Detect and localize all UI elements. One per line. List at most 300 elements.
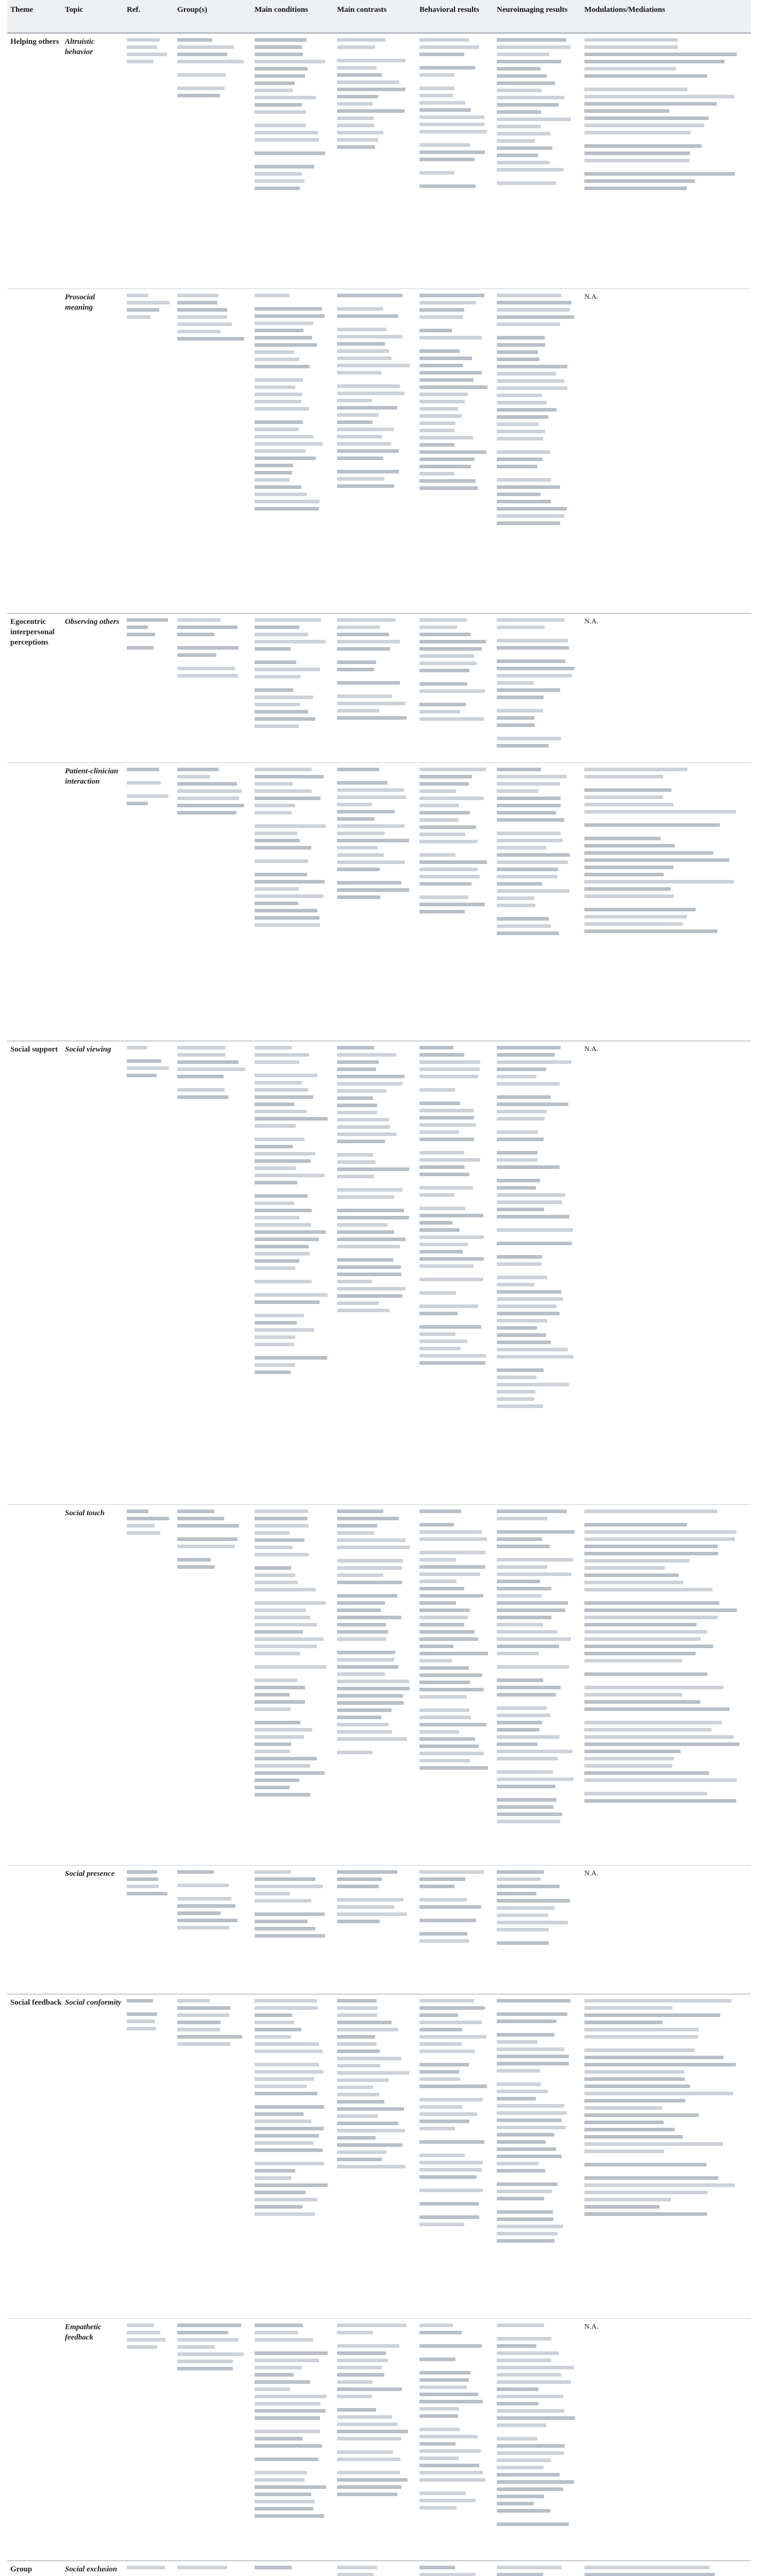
text-line: [255, 1293, 328, 1297]
text-line: [255, 1314, 304, 1317]
text-line: [497, 1333, 546, 1337]
text-line: [255, 1046, 292, 1049]
text-line: [255, 1117, 328, 1121]
text-line: [337, 1053, 396, 1057]
text-line: [497, 889, 569, 893]
text-line: [419, 1673, 482, 1677]
text-line: [497, 1906, 554, 1910]
text-line: [177, 667, 235, 670]
text-line: [337, 1301, 379, 1305]
text-line: [419, 2006, 485, 2010]
text-line: [419, 789, 456, 793]
text-line: [497, 1130, 538, 1134]
text-line: [127, 53, 167, 56]
text-line: [497, 1785, 555, 1788]
text-line: [337, 795, 406, 799]
text-line: [497, 2451, 564, 2455]
text-line: [497, 1665, 569, 1669]
text-line: [497, 2566, 562, 2569]
text-line: [127, 1870, 157, 1874]
text-line: [419, 782, 469, 786]
text-line: [497, 1714, 550, 1717]
text-line: [497, 1242, 572, 1245]
text-line: [255, 2021, 294, 2024]
text-line: [584, 2063, 736, 2066]
text-line: [255, 1920, 308, 1923]
text-line: [419, 1580, 457, 1583]
text-line: [419, 1744, 479, 1748]
text-line: [584, 60, 725, 63]
text-line: [584, 38, 678, 42]
text-line: [419, 2035, 486, 2039]
text-line: [177, 1060, 239, 1064]
text-line: [337, 1188, 402, 1192]
text-line: [497, 161, 550, 164]
text-line: [584, 775, 663, 778]
text-line: [255, 2485, 326, 2489]
text-line: [419, 1053, 464, 1057]
text-line: [255, 2380, 310, 2384]
text-line: [255, 2478, 305, 2482]
text-line: [337, 1140, 385, 1143]
text-line: [419, 2215, 479, 2219]
text-line: [127, 60, 154, 63]
text-line: [584, 1510, 717, 1513]
text-line: [337, 392, 405, 395]
text-line: [497, 154, 538, 157]
text-line: [497, 2012, 567, 2016]
text-line: [497, 2140, 546, 2144]
text-line: [255, 485, 301, 489]
text-line: [337, 1608, 381, 1612]
text-line: [497, 60, 561, 63]
text-line: [419, 1243, 468, 1246]
text-line: [419, 796, 484, 800]
text-line: [255, 1665, 326, 1669]
text-line: [337, 1616, 401, 1619]
text-line: [497, 301, 571, 304]
text-line: [584, 844, 675, 848]
text-line: [419, 457, 475, 461]
row-divider: [7, 613, 751, 614]
text-line: [177, 782, 237, 786]
text-line: [255, 350, 294, 354]
text-line: [419, 1138, 474, 1141]
text-line: [497, 1517, 547, 1520]
text-line: [497, 1812, 562, 1816]
text-line: [584, 172, 735, 176]
text-line: [497, 2182, 558, 2186]
text-line: [255, 2148, 323, 2152]
text-line: [255, 400, 301, 403]
text-line: [255, 1553, 309, 1556]
text-line: [419, 625, 457, 629]
text-line: [497, 81, 555, 85]
text-line: [497, 2133, 554, 2137]
text-line: [337, 1096, 373, 1100]
text-line: [497, 1319, 547, 1323]
text-line: [255, 1081, 302, 1084]
modulation-cell: N.A.: [584, 618, 599, 625]
text-line: [255, 1707, 291, 1711]
text-line: [255, 2063, 319, 2066]
text-line: [584, 2092, 733, 2095]
text-line: [584, 144, 702, 148]
text-line: [419, 2400, 483, 2403]
text-line: [497, 1276, 547, 1279]
text-line: [497, 775, 567, 778]
text-line: [255, 1223, 311, 1227]
text-line: [337, 2006, 378, 2010]
text-line: [419, 1361, 485, 1365]
text-line: [419, 414, 462, 418]
text-line: [584, 53, 737, 56]
text-line: [255, 1686, 305, 1689]
text-line: [419, 349, 460, 353]
text-line: [497, 2190, 552, 2193]
text-line: [337, 1265, 401, 1269]
text-line: [337, 803, 372, 806]
text-line: [419, 38, 469, 42]
text-line: [419, 393, 468, 396]
text-line: [584, 1630, 707, 1634]
text-line: [497, 1082, 560, 1086]
text-line: [177, 1510, 214, 1513]
text-line: [419, 443, 454, 447]
text-line: [584, 858, 729, 862]
text-line: [337, 2450, 393, 2454]
text-line: [255, 2430, 320, 2433]
text-line: [255, 124, 306, 127]
text-line: [497, 2466, 544, 2469]
text-line: [337, 2114, 378, 2118]
text-line: [584, 1608, 737, 1612]
text-line: [255, 138, 319, 142]
text-line: [419, 436, 473, 439]
text-line: [419, 2358, 456, 2361]
text-line: [255, 2191, 306, 2194]
text-line: [419, 669, 469, 672]
text-line: [419, 1046, 453, 1049]
text-line: [255, 647, 291, 651]
text-line: [584, 1693, 682, 1697]
text-line: [419, 1877, 465, 1881]
text-line: [337, 1510, 383, 1513]
text-line: [255, 811, 292, 815]
text-line: [419, 1257, 484, 1261]
text-line: [419, 1347, 461, 1350]
text-line: [177, 1926, 229, 1929]
text-line: [337, 702, 406, 705]
text-line: [419, 2112, 477, 2116]
text-line: [337, 2422, 398, 2426]
text-line: [255, 768, 312, 771]
text-line: [497, 2444, 565, 2448]
text-line: [497, 1820, 560, 1823]
text-line: [255, 1581, 298, 1584]
text-line: [255, 1899, 311, 1903]
text-line: [497, 408, 557, 412]
text-line: [419, 882, 471, 886]
text-line: [497, 1326, 537, 1330]
text-line: [337, 2351, 386, 2355]
text-line: [337, 1060, 379, 1064]
text-line: [337, 1737, 407, 1741]
text-line: [497, 789, 538, 793]
text-line: [419, 2393, 478, 2396]
text-line: [255, 2493, 311, 2496]
text-line: [255, 710, 308, 714]
text-line: [497, 917, 549, 921]
text-line: [337, 80, 399, 84]
text-line: [337, 2344, 399, 2348]
text-line: [255, 1335, 295, 1339]
text-line: [255, 500, 319, 503]
text-line: [337, 2122, 398, 2125]
text-line: [419, 1221, 452, 1225]
text-line: [584, 2056, 723, 2059]
text-line: [255, 1885, 323, 1888]
text-line: [337, 660, 376, 664]
text-line: [337, 2437, 401, 2441]
text-line: [255, 464, 293, 467]
text-line: [255, 1194, 308, 1198]
text-line: [255, 923, 320, 927]
text-line: [337, 1195, 394, 1199]
text-line: [419, 1101, 460, 1105]
text-line: [337, 2136, 376, 2140]
text-line: [584, 1999, 732, 2003]
text-line: [419, 860, 487, 864]
text-line: [255, 2092, 317, 2095]
text-line: [127, 301, 170, 304]
text-line: [255, 1524, 309, 1528]
text-line: [255, 796, 321, 800]
text-line: [497, 1565, 547, 1569]
text-line: [419, 1939, 469, 1943]
text-line: [255, 428, 299, 431]
text-line: [419, 2566, 455, 2569]
text-line: [337, 1245, 400, 1248]
text-line: [177, 323, 232, 326]
text-line: [584, 2121, 664, 2124]
text-line: [255, 187, 300, 190]
text-line: [584, 2028, 699, 2031]
text-line: [497, 358, 540, 361]
text-line: [337, 1216, 409, 1219]
text-line: [497, 2055, 569, 2058]
text-line: [337, 2078, 389, 2082]
text-line: [255, 2444, 322, 2448]
col-header-groups: Group(s): [177, 6, 208, 14]
text-line: [497, 1208, 544, 1211]
text-line: [497, 1355, 574, 1359]
text-line: [337, 1167, 409, 1171]
text-line: [255, 839, 300, 842]
theme-cell: Social support: [10, 1045, 58, 1054]
text-line: [419, 1587, 464, 1590]
text-line: [584, 2183, 735, 2187]
text-line: [419, 1551, 485, 1554]
text-line: [419, 2049, 475, 2053]
text-line: [419, 1645, 453, 1648]
text-line: [337, 1870, 397, 1874]
text-line: [255, 2042, 319, 2046]
text-line: [419, 1304, 478, 1308]
text-line: [497, 38, 566, 42]
theme-cell: Helping others: [10, 38, 59, 46]
text-line: [127, 768, 159, 771]
text-line: [337, 668, 374, 671]
text-line: [584, 2176, 718, 2180]
text-line: [419, 1193, 454, 1197]
text-line: [584, 1588, 713, 1591]
text-line: [177, 1870, 214, 1874]
text-line: [497, 1117, 545, 1121]
text-line: [419, 101, 465, 105]
theme-cell: Group: [10, 2565, 32, 2573]
text-line: [419, 2168, 482, 2172]
text-line: [419, 2077, 460, 2081]
text-line: [497, 1060, 571, 1064]
text-line: [419, 1088, 455, 1092]
text-line: [337, 1559, 403, 1563]
text-line: [497, 804, 561, 807]
text-line: [255, 1700, 305, 1704]
col-header-behavior: Behavioral results: [419, 6, 479, 14]
text-line: [497, 394, 542, 397]
text-line: [497, 507, 567, 511]
text-line: [177, 1565, 215, 1569]
text-line: [255, 336, 312, 340]
text-line: [497, 1179, 540, 1182]
text-line: [177, 294, 218, 297]
text-line: [497, 294, 561, 297]
text-line: [497, 2522, 569, 2526]
text-line: [127, 802, 148, 805]
text-line: [419, 1659, 452, 1663]
text-line: [419, 1250, 463, 1253]
text-line: [497, 1999, 570, 2003]
text-line: [337, 2380, 373, 2384]
text-line: [337, 1651, 395, 1654]
text-line: [177, 1067, 245, 1071]
text-line: [419, 385, 487, 389]
text-line: [255, 329, 304, 332]
text-line: [497, 2324, 544, 2327]
text-line: [419, 2175, 477, 2179]
text-line: [177, 653, 216, 657]
text-line: [337, 2100, 384, 2104]
text-line: [127, 1892, 167, 1895]
text-line: [419, 336, 482, 340]
text-line: [337, 428, 394, 431]
text-line: [419, 1737, 475, 1741]
text-line: [127, 781, 161, 785]
text-line: [419, 1759, 470, 1762]
text-line: [127, 1517, 169, 1520]
text-line: [177, 337, 244, 341]
text-line: [497, 2351, 559, 2355]
text-line: [255, 2359, 319, 2362]
text-line: [497, 1892, 536, 1895]
text-line: [255, 1053, 309, 1057]
text-line: [255, 2084, 307, 2088]
text-line: [177, 94, 220, 97]
text-line: [177, 2324, 241, 2327]
text-line: [584, 2149, 664, 2153]
text-line: [337, 2493, 397, 2496]
text-line: [584, 88, 687, 91]
text-line: [419, 1905, 481, 1909]
text-line: [177, 1919, 238, 1922]
text-line: [255, 1934, 325, 1938]
text-line: [497, 168, 564, 172]
text-line: [497, 811, 556, 815]
text-line: [419, 1695, 467, 1699]
text-line: [255, 2212, 315, 2216]
text-line: [419, 429, 454, 432]
text-line: [497, 1637, 571, 1641]
text-line: [497, 2232, 558, 2235]
text-line: [255, 1110, 307, 1113]
text-line: [419, 2464, 479, 2467]
text-line: [337, 2049, 380, 2053]
text-line: [419, 329, 452, 332]
text-line: [419, 2223, 464, 2226]
text-line: [584, 873, 664, 876]
text-line: [337, 817, 375, 821]
text-line: [337, 2093, 379, 2096]
text-line: [337, 1118, 389, 1122]
text-line: [497, 1530, 575, 1534]
text-line: [497, 2082, 541, 2086]
text-line: [497, 1228, 573, 1232]
text-line: [255, 89, 293, 92]
text-line: [177, 2042, 230, 2046]
text-line: [584, 1545, 718, 1548]
text-line: [255, 1652, 300, 1655]
text-line: [337, 1687, 410, 1690]
text-line: [337, 2165, 406, 2168]
text-line: [419, 903, 485, 906]
text-line: [255, 38, 307, 42]
text-line: [255, 2387, 290, 2391]
text-line: [584, 124, 704, 127]
text-line: [337, 1630, 388, 1634]
text-line: [127, 1885, 159, 1888]
text-line: [337, 477, 384, 481]
text-line: [419, 2084, 487, 2088]
text-line: [337, 716, 407, 720]
text-line: [255, 880, 325, 884]
text-line: [497, 1721, 542, 1724]
text-line: [255, 1088, 308, 1092]
table-header: [7, 0, 751, 33]
text-line: [584, 2212, 707, 2216]
text-line: [255, 1230, 326, 1234]
text-line: [255, 1786, 290, 1789]
text-line: [337, 2150, 386, 2154]
text-line: [337, 349, 389, 353]
text-line: [584, 2142, 723, 2146]
text-line: [337, 371, 381, 375]
text-line: [419, 450, 486, 454]
text-line: [419, 2442, 456, 2446]
text-line: [584, 1700, 700, 1704]
text-line: [584, 1659, 682, 1663]
text-line: [337, 1309, 390, 1312]
